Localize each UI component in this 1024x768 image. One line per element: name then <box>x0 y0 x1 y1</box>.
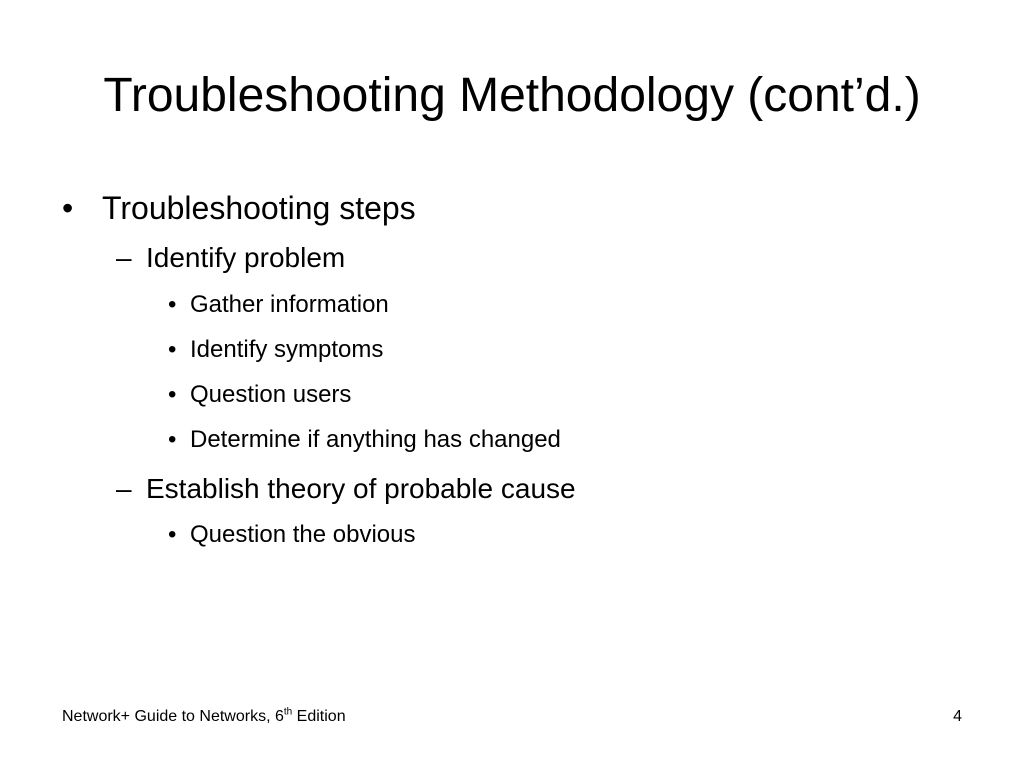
bullet-marker: • <box>168 521 177 548</box>
footer-title-suffix: Edition <box>292 708 346 725</box>
bullet-text: Question the obvious <box>190 521 416 548</box>
dash-marker: – <box>116 473 132 504</box>
bullet-marker: • <box>168 336 177 363</box>
bullet-level3-question-users <box>168 380 351 410</box>
bullet-level2-establish-theory <box>116 472 576 506</box>
bullet-level1-troubleshooting-steps <box>62 188 416 228</box>
bullet-marker: • <box>62 190 74 226</box>
bullet-level3-identify-symptoms <box>168 335 383 365</box>
bullet-text: Determine if anything has changed <box>190 426 561 453</box>
bullet-level3-determine-changes <box>168 425 561 455</box>
bullet-text: Troubleshooting steps <box>102 190 416 226</box>
bullet-marker: • <box>168 426 177 453</box>
footer-book-title <box>62 706 346 728</box>
bullet-text: Establish theory of probable cause <box>146 473 576 504</box>
dash-marker: – <box>116 242 132 273</box>
bullet-marker: • <box>168 381 177 408</box>
footer-title-prefix: Network+ Guide to Networks, 6 <box>62 708 284 725</box>
bullet-text: Gather information <box>190 291 389 318</box>
bullet-marker: • <box>168 291 177 318</box>
page-number: 4 <box>953 708 962 725</box>
bullet-text: Identify problem <box>146 242 346 273</box>
bullet-level3-gather-information <box>168 290 389 320</box>
bullet-text: Identify symptoms <box>190 336 384 363</box>
bullet-level3-question-obvious <box>168 520 415 550</box>
bullet-text: Question users <box>190 381 352 408</box>
footer-superscript: th <box>283 706 293 718</box>
bullet-level2-identify-problem <box>116 241 345 275</box>
slide-title: Troubleshooting Methodology (cont’d.) <box>103 69 921 122</box>
